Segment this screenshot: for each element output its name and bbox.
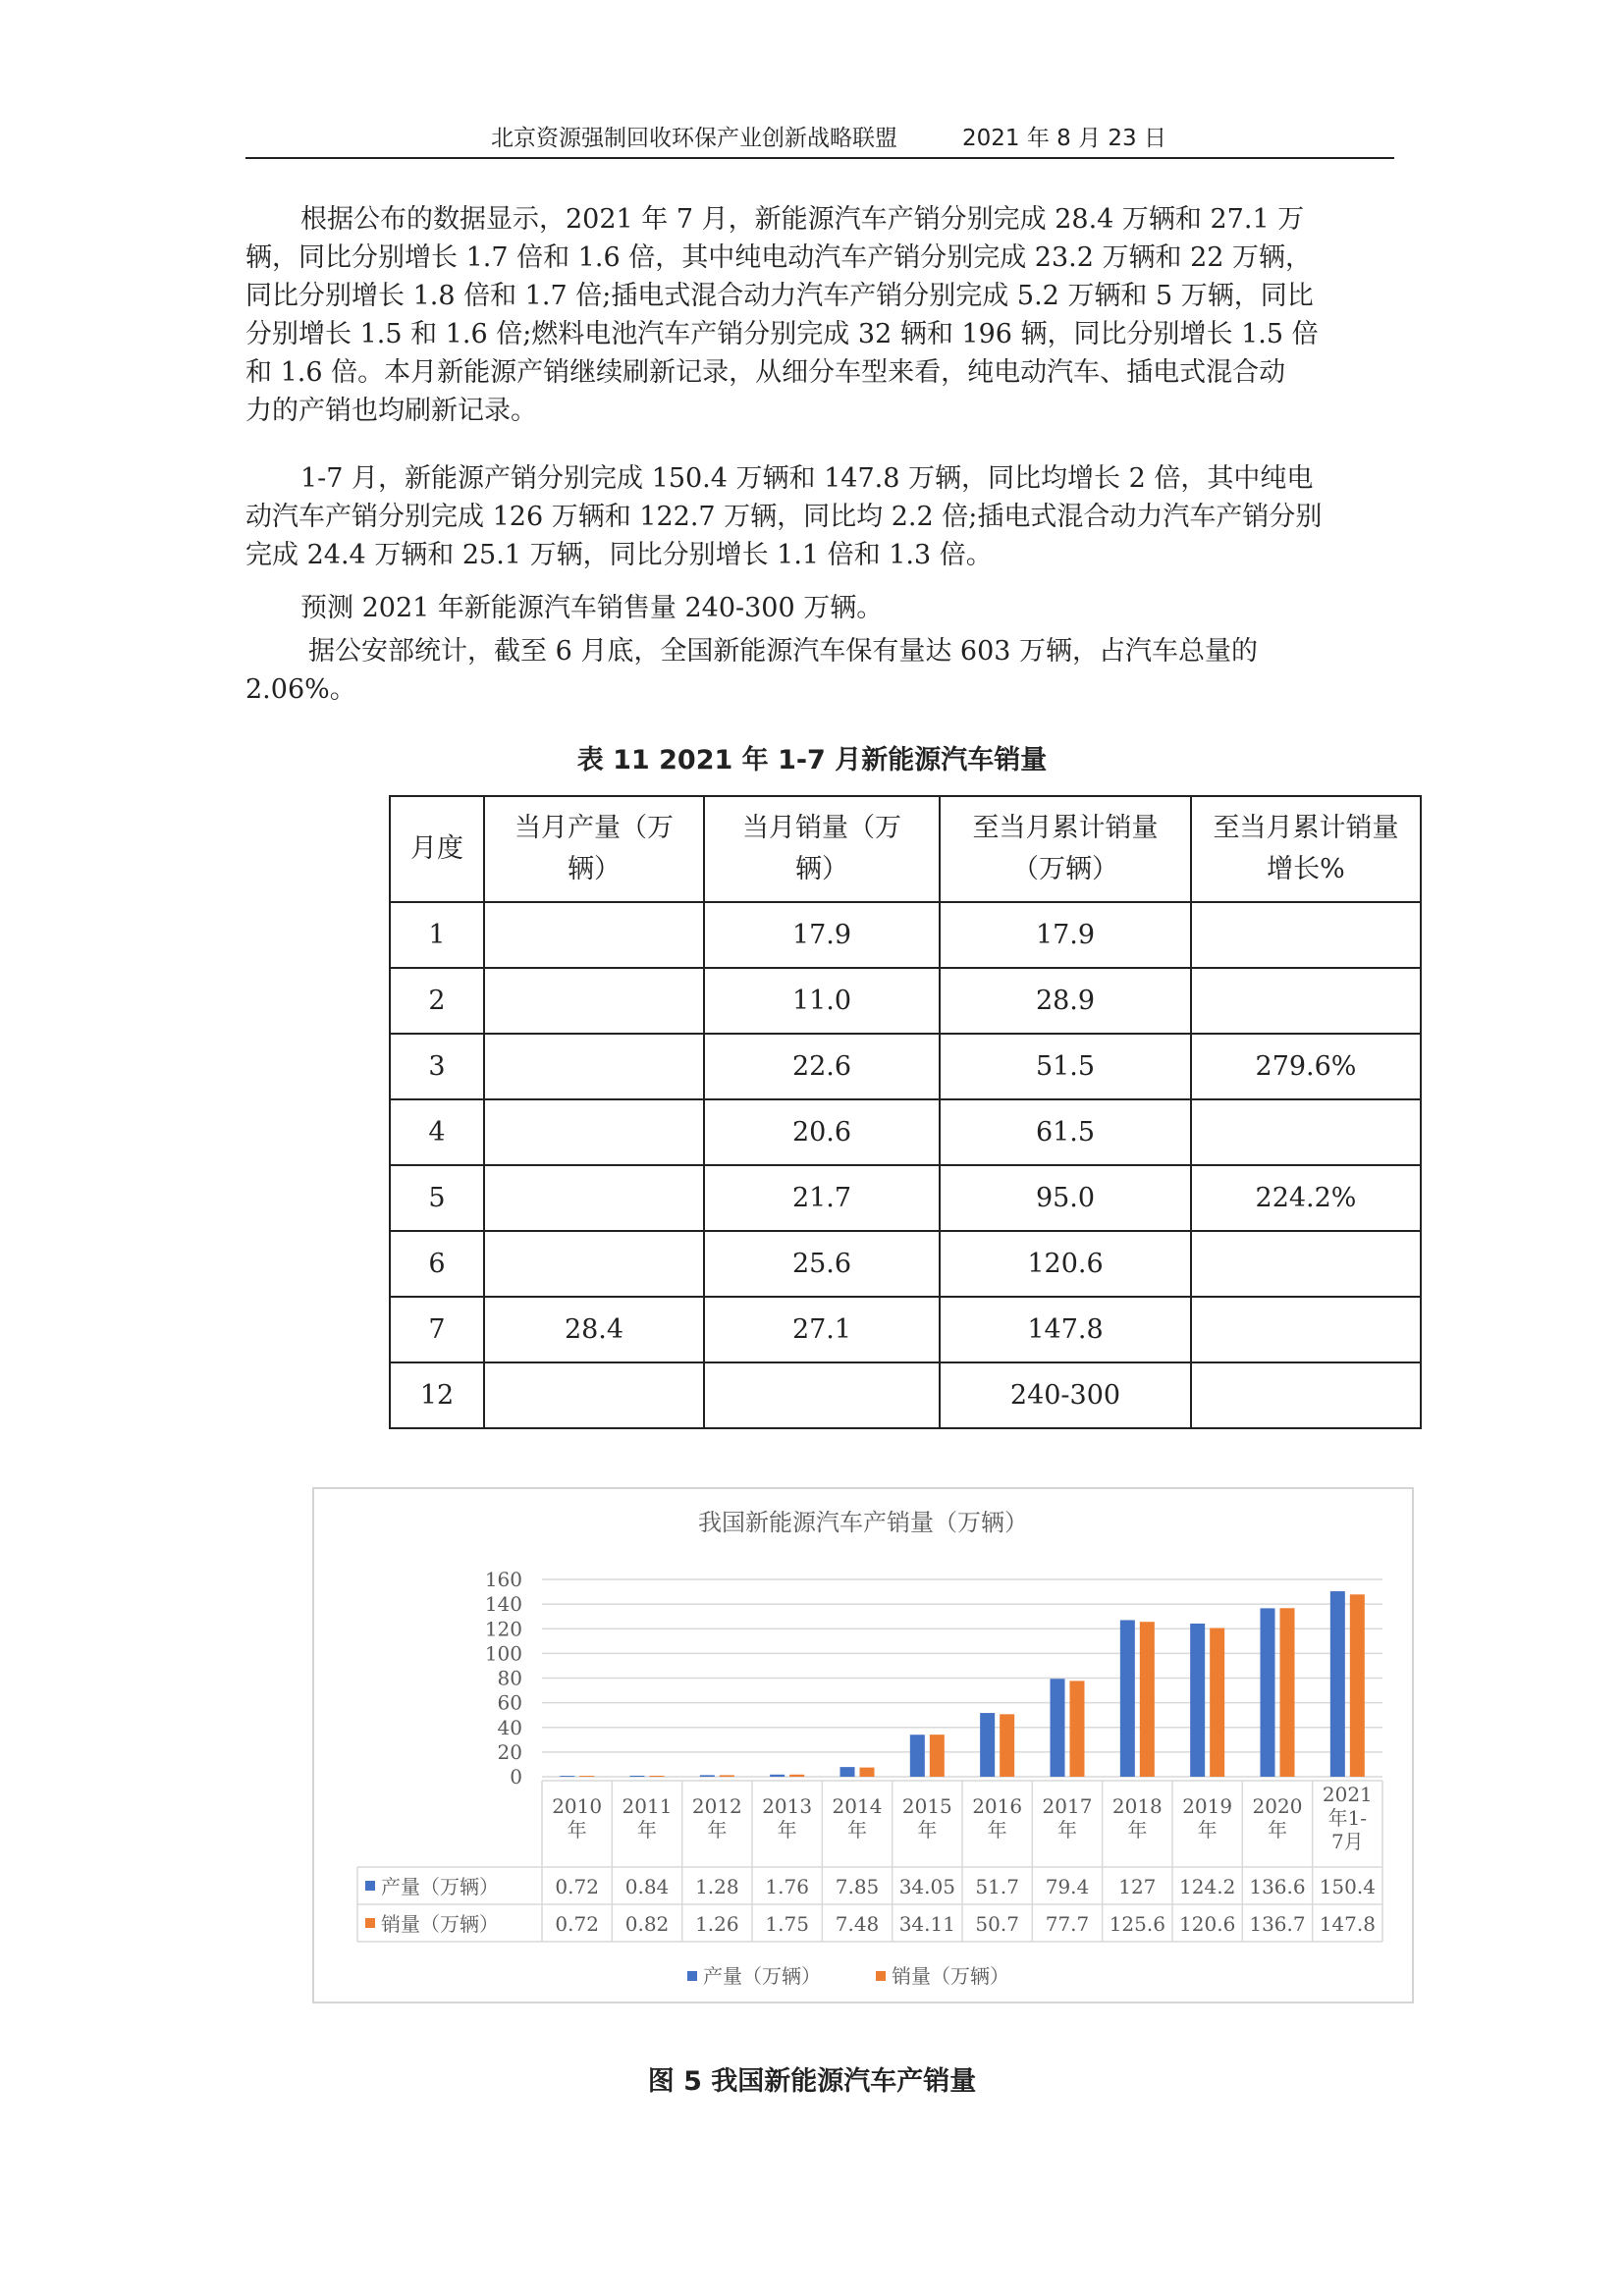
header-monthly-sales: 当月销量（万辆）	[704, 796, 940, 902]
table-row	[390, 968, 1421, 1034]
category-label: 年	[777, 1818, 797, 1842]
bar-production	[1330, 1591, 1345, 1777]
data-value-label: 1.28	[695, 1875, 739, 1898]
text-line: 根据公布的数据显示，2021 年 7 月，新能源汽车产销分别完成 28.4 万辆和 27.1 万	[300, 204, 1305, 235]
bar-sales	[789, 1775, 804, 1777]
text-line: 2.06%。	[245, 674, 356, 705]
cell	[1191, 1099, 1421, 1165]
y-tick-label: 0	[510, 1765, 522, 1789]
data-value-label: 0.82	[624, 1912, 670, 1936]
cell: 51.5	[940, 1034, 1191, 1099]
cell: 3	[390, 1034, 484, 1099]
category-label: 年	[567, 1818, 587, 1842]
category-label: 年1-	[1327, 1806, 1368, 1830]
y-tick-label: 80	[497, 1666, 522, 1690]
category-label: 2021	[1322, 1783, 1373, 1806]
bar-sales	[860, 1768, 875, 1777]
data-value-label: 34.05	[898, 1875, 955, 1898]
table-row	[390, 902, 1421, 968]
y-tick-label: 140	[484, 1592, 522, 1617]
chart-container	[312, 1487, 1414, 2003]
data-value-label: 7.85	[835, 1875, 880, 1898]
bar-production	[1261, 1608, 1275, 1777]
bar-production	[1051, 1679, 1065, 1777]
category-label: 年	[1127, 1818, 1148, 1842]
data-value-label: 0.84	[624, 1875, 670, 1898]
paragraph-jan-jul-sales	[245, 459, 1394, 574]
legend-label: 产量（万辆）	[703, 1964, 821, 1988]
cell: 7	[390, 1297, 484, 1362]
cell	[1191, 1362, 1421, 1428]
bar-production	[770, 1775, 785, 1777]
bar-production	[1120, 1620, 1135, 1777]
cell: 5	[390, 1165, 484, 1231]
text-line: 完成 24.4 万辆和 25.1 万辆，同比分别增长 1.1 倍和 1.3 倍。	[245, 540, 993, 570]
legend-key	[687, 1971, 697, 1981]
bar-production	[1190, 1624, 1205, 1777]
data-value-label: 77.7	[1045, 1912, 1090, 1936]
legend-key	[876, 1971, 886, 1981]
cell: 11.0	[704, 968, 940, 1034]
cell	[484, 968, 704, 1034]
data-table-legend-key	[365, 1918, 375, 1928]
data-value-label: 124.2	[1179, 1875, 1236, 1898]
cell: 147.8	[940, 1297, 1191, 1362]
bar-production	[630, 1776, 645, 1777]
text-line: 1-7 月，新能源产销分别完成 150.4 万辆和 147.8 万辆，同比均增长 2 倍，其中纯电	[300, 463, 1314, 494]
category-label: 2011	[622, 1794, 673, 1818]
header-monthly-production: 当月产量（万辆）	[484, 796, 704, 902]
text-line: 据公安部统计，截至 6 月底，全国新能源汽车保有量达 603 万辆，占汽车总量的	[308, 636, 1259, 667]
y-tick-label: 160	[484, 1568, 522, 1591]
header-org: 北京资源强制回收环保产业创新战略联盟	[491, 126, 897, 151]
data-value-label: 1.76	[765, 1875, 809, 1898]
category-label: 2014	[832, 1794, 883, 1818]
category-label: 2019	[1182, 1794, 1233, 1818]
table-row	[390, 1297, 1421, 1362]
header-month: 月度	[390, 796, 484, 902]
bar-sales	[1350, 1594, 1365, 1777]
table-row	[390, 1231, 1421, 1297]
data-value-label: 127	[1118, 1875, 1157, 1898]
figure-caption: 图 5 我国新能源汽车产销量	[647, 2066, 977, 2097]
bar-sales	[720, 1775, 734, 1777]
data-value-label: 1.75	[765, 1912, 809, 1936]
table-row	[390, 1034, 1421, 1099]
cell: 279.6%	[1191, 1034, 1421, 1099]
cell	[1191, 968, 1421, 1034]
category-label: 年	[1197, 1818, 1218, 1842]
data-value-label: 150.4	[1319, 1875, 1376, 1898]
text-line: 和 1.6 倍。本月新能源产销继续刷新记录，从细分车型来看，纯电动汽车、插电式混合动	[245, 357, 1286, 388]
cell	[484, 1165, 704, 1231]
data-value-label: 34.11	[898, 1912, 955, 1936]
category-label: 2012	[691, 1794, 742, 1818]
cell: 4	[390, 1099, 484, 1165]
category-label: 年	[847, 1818, 867, 1842]
cell: 1	[390, 902, 484, 968]
cell: 224.2%	[1191, 1165, 1421, 1231]
cell: 22.6	[704, 1034, 940, 1099]
cell	[484, 902, 704, 968]
cell	[484, 1362, 704, 1428]
data-table-legend-key	[365, 1881, 375, 1891]
table-header-row	[390, 796, 1421, 902]
category-label: 2016	[972, 1794, 1023, 1818]
bar-sales	[1280, 1608, 1295, 1777]
page-header	[245, 116, 1394, 159]
bar-production	[560, 1776, 574, 1777]
header-cumulative-growth: 至当月累计销量增长%	[1191, 796, 1421, 902]
data-table-series-name: 销量（万辆）	[381, 1912, 499, 1936]
cell: 28.9	[940, 968, 1191, 1034]
data-value-label: 136.7	[1249, 1912, 1306, 1936]
bar-production	[910, 1735, 925, 1777]
paragraph-ownership	[245, 632, 1394, 709]
data-value-label: 120.6	[1179, 1912, 1236, 1936]
cell	[1191, 902, 1421, 968]
category-label: 年	[1057, 1818, 1077, 1842]
category-label: 年	[1268, 1818, 1287, 1842]
text-line: 力的产销也均刷新记录。	[245, 396, 537, 426]
production-sales-chart	[314, 1489, 1412, 2002]
cell: 120.6	[940, 1231, 1191, 1297]
bar-production	[700, 1775, 715, 1777]
cell: 6	[390, 1231, 484, 1297]
category-label: 年	[707, 1818, 728, 1842]
data-value-label: 147.8	[1319, 1912, 1376, 1936]
header-cumulative-sales: 至当月累计销量（万辆）	[940, 796, 1191, 902]
cell: 95.0	[940, 1165, 1191, 1231]
table-caption: 表 11 2021 年 1-7 月新能源汽车销量	[576, 745, 1048, 775]
category-label: 2010	[552, 1794, 603, 1818]
cell: 20.6	[704, 1099, 940, 1165]
category-label: 2017	[1042, 1794, 1093, 1818]
cell: 17.9	[704, 902, 940, 968]
bar-production	[840, 1767, 855, 1777]
y-tick-label: 100	[484, 1641, 522, 1666]
cell	[1191, 1231, 1421, 1297]
cell: 21.7	[704, 1165, 940, 1231]
cell: 27.1	[704, 1297, 940, 1362]
data-value-label: 0.72	[555, 1912, 599, 1936]
bar-sales	[579, 1776, 594, 1777]
table-row	[390, 1099, 1421, 1165]
bar-production	[980, 1713, 995, 1777]
bar-sales	[650, 1776, 665, 1777]
y-tick-label: 120	[484, 1617, 522, 1641]
paragraph-july-sales	[245, 200, 1394, 430]
text-line: 动汽车产销分别完成 126 万辆和 122.7 万辆，同比均 2.2 倍;插电式混合动力汽车产销分别	[245, 502, 1323, 532]
sales-table	[389, 795, 1422, 1429]
category-label: 7月	[1330, 1830, 1364, 1853]
y-tick-label: 60	[497, 1690, 522, 1715]
text-line: 同比分别增长 1.8 倍和 1.7 倍;插电式混合动力汽车产销分别完成 5.2 万辆和 5 万辆，同比	[245, 281, 1314, 311]
cell: 12	[390, 1362, 484, 1428]
cell: 2	[390, 968, 484, 1034]
cell: 17.9	[940, 902, 1191, 968]
category-label: 年	[637, 1818, 657, 1842]
paragraph-forecast	[245, 589, 1394, 627]
cell	[484, 1231, 704, 1297]
cell: 28.4	[484, 1297, 704, 1362]
table-row	[390, 1362, 1421, 1428]
table-row	[390, 1165, 1421, 1231]
cell: 240-300	[940, 1362, 1191, 1428]
text-line: 辆，同比分别增长 1.7 倍和 1.6 倍，其中纯电动汽车产销分别完成 23.2 万辆和 22 万辆，	[245, 242, 1313, 273]
category-label: 2018	[1111, 1794, 1163, 1818]
category-label: 年	[987, 1818, 1007, 1842]
data-table-series-name: 产量（万辆）	[381, 1875, 499, 1898]
bar-sales	[930, 1735, 945, 1777]
cell	[484, 1034, 704, 1099]
header-date: 2021 年 8 月 23 日	[962, 126, 1166, 151]
data-value-label: 0.72	[555, 1875, 599, 1898]
category-label: 年	[917, 1818, 938, 1842]
bar-sales	[1140, 1622, 1155, 1777]
cell	[704, 1362, 940, 1428]
bar-sales	[1070, 1681, 1085, 1777]
data-value-label: 79.4	[1045, 1875, 1090, 1898]
cell	[484, 1099, 704, 1165]
chart-title: 我国新能源汽车产销量（万辆）	[698, 1509, 1028, 1536]
category-label: 2020	[1252, 1794, 1303, 1818]
data-value-label: 136.6	[1249, 1875, 1306, 1898]
text-line: 分别增长 1.5 和 1.6 倍;燃料电池汽车产销分别完成 32 辆和 196 辆，同比分别增长 1.5 倍	[245, 319, 1319, 349]
legend-label: 销量（万辆）	[892, 1964, 1009, 1988]
data-value-label: 1.26	[695, 1912, 739, 1936]
bar-sales	[1210, 1628, 1224, 1777]
y-tick-label: 40	[497, 1715, 522, 1739]
category-label: 2015	[901, 1794, 952, 1818]
category-label: 2013	[762, 1794, 813, 1818]
text-line: 预测 2021 年新能源汽车销售量 240-300 万辆。	[300, 593, 884, 623]
data-value-label: 7.48	[835, 1912, 880, 1936]
cell	[1191, 1297, 1421, 1362]
cell: 61.5	[940, 1099, 1191, 1165]
data-value-label: 51.7	[975, 1875, 1019, 1898]
y-tick-label: 20	[497, 1739, 522, 1764]
data-value-label: 50.7	[975, 1912, 1019, 1936]
data-value-label: 125.6	[1109, 1912, 1165, 1936]
bar-sales	[1000, 1714, 1014, 1777]
cell: 25.6	[704, 1231, 940, 1297]
